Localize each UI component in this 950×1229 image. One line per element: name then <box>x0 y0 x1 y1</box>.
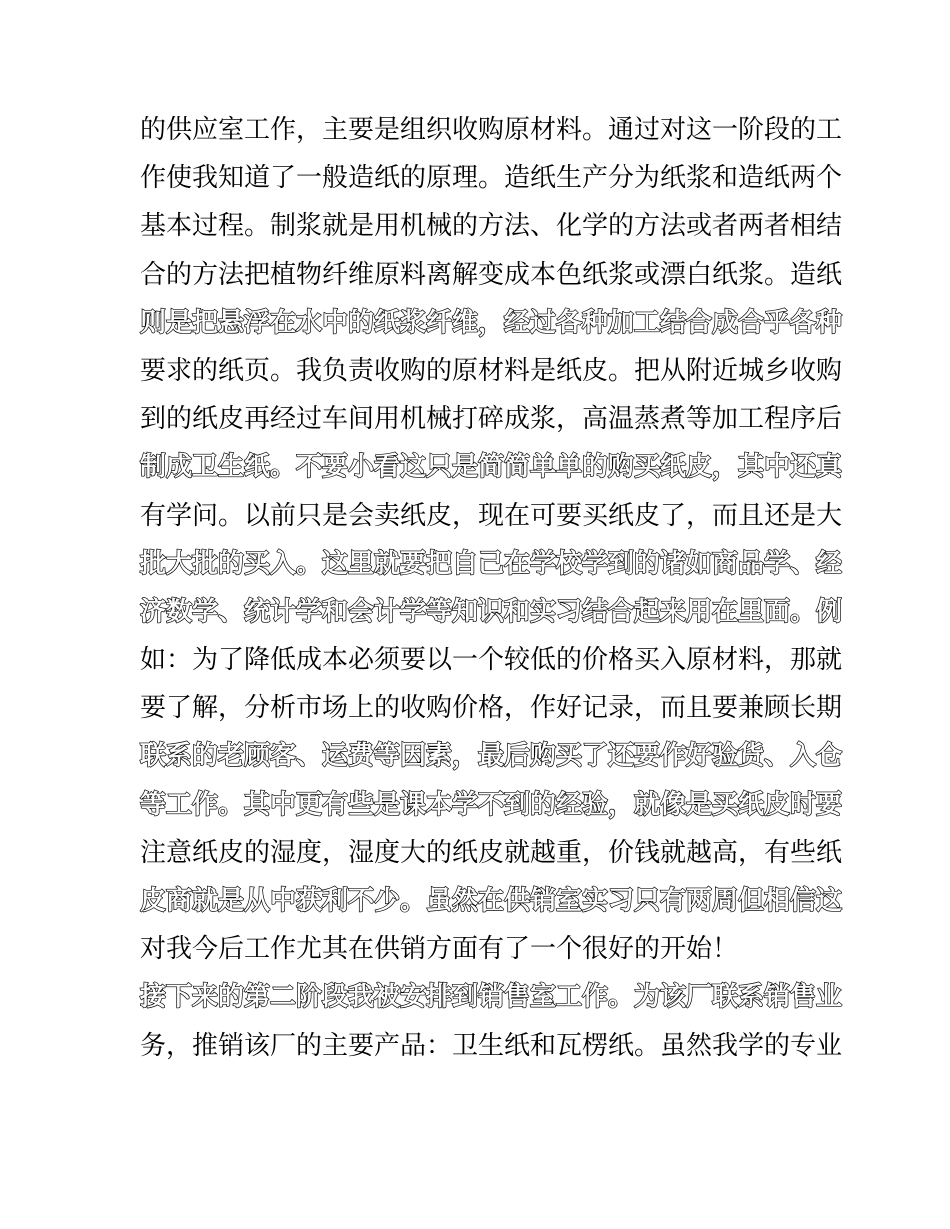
text-line: 有学问。以前只是会卖纸皮，现在可要买纸皮了，而且还是大 <box>140 500 843 531</box>
body-text <box>140 106 843 1070</box>
text-line: 的供应室工作，主要是组织收购原材料。通过对这一阶段的工 <box>140 115 843 145</box>
text-line: 如：为了降低成本必须要以一个较低的价格买入原材料，那就 <box>140 645 843 676</box>
text-line: 基本过程。制浆就是用机械的方法、化学的方法或者两者相结 <box>140 211 843 242</box>
text-line: 要了解，分析市场上的收购价格，作好记录，而且要兼顾长期 <box>140 693 843 724</box>
text-line-outlined: 接下来的第二阶段我被安排到销售室工作。为该厂联系销售业 <box>140 982 843 1013</box>
text-line: 要求的纸页。我负责收购的原材料是纸皮。把从附近城乡收购 <box>140 355 843 386</box>
text-line-outlined: 批大批的买入。这里就要把自己在学校学到的诸如商品学、经 <box>140 548 843 579</box>
text-line-outlined: 济数学、统计学和会计学等知识和实习结合起来用在里面。例 <box>140 596 843 627</box>
text-line-outlined: 皮商就是从中获利不少。虽然在供销室实习只有两周但相信这 <box>140 886 843 916</box>
text-line: 到的纸皮再经过车间用机械打碎成浆，高温蒸煮等加工程序后 <box>140 404 843 435</box>
text-line: 合的方法把植物纤维原料离解变成本色纸浆或漂白纸浆。造纸 <box>140 259 843 290</box>
text-line-outlined: 等工作。其中更有些是课本学不到的经验，就像是买纸皮时要 <box>140 789 843 820</box>
text-line-outlined: 制成卫生纸。不要小看这只是简简单单的购买纸皮，其中还真 <box>140 452 843 483</box>
text-line: 务，推销该厂的主要产品：卫生纸和瓦楞纸。虽然我学的专业 <box>140 1030 843 1061</box>
text-line: 注意纸皮的湿度，湿度大的纸皮就越重，价钱就越高，有些纸 <box>140 837 843 868</box>
text-line-paragraph-end: 对我今后工作尤其在供销方面有了一个很好的开始！ <box>140 934 739 965</box>
text-line: 作使我知道了一般造纸的原理。造纸生产分为纸浆和造纸两个 <box>140 163 843 194</box>
text-line-outlined: 联系的老顾客、运费等因素，最后购买了还要作好验货、入仓 <box>140 741 843 772</box>
text-line-outlined: 则是把悬浮在水中的纸浆纤维，经过各种加工结合成合乎各种 <box>140 307 843 338</box>
